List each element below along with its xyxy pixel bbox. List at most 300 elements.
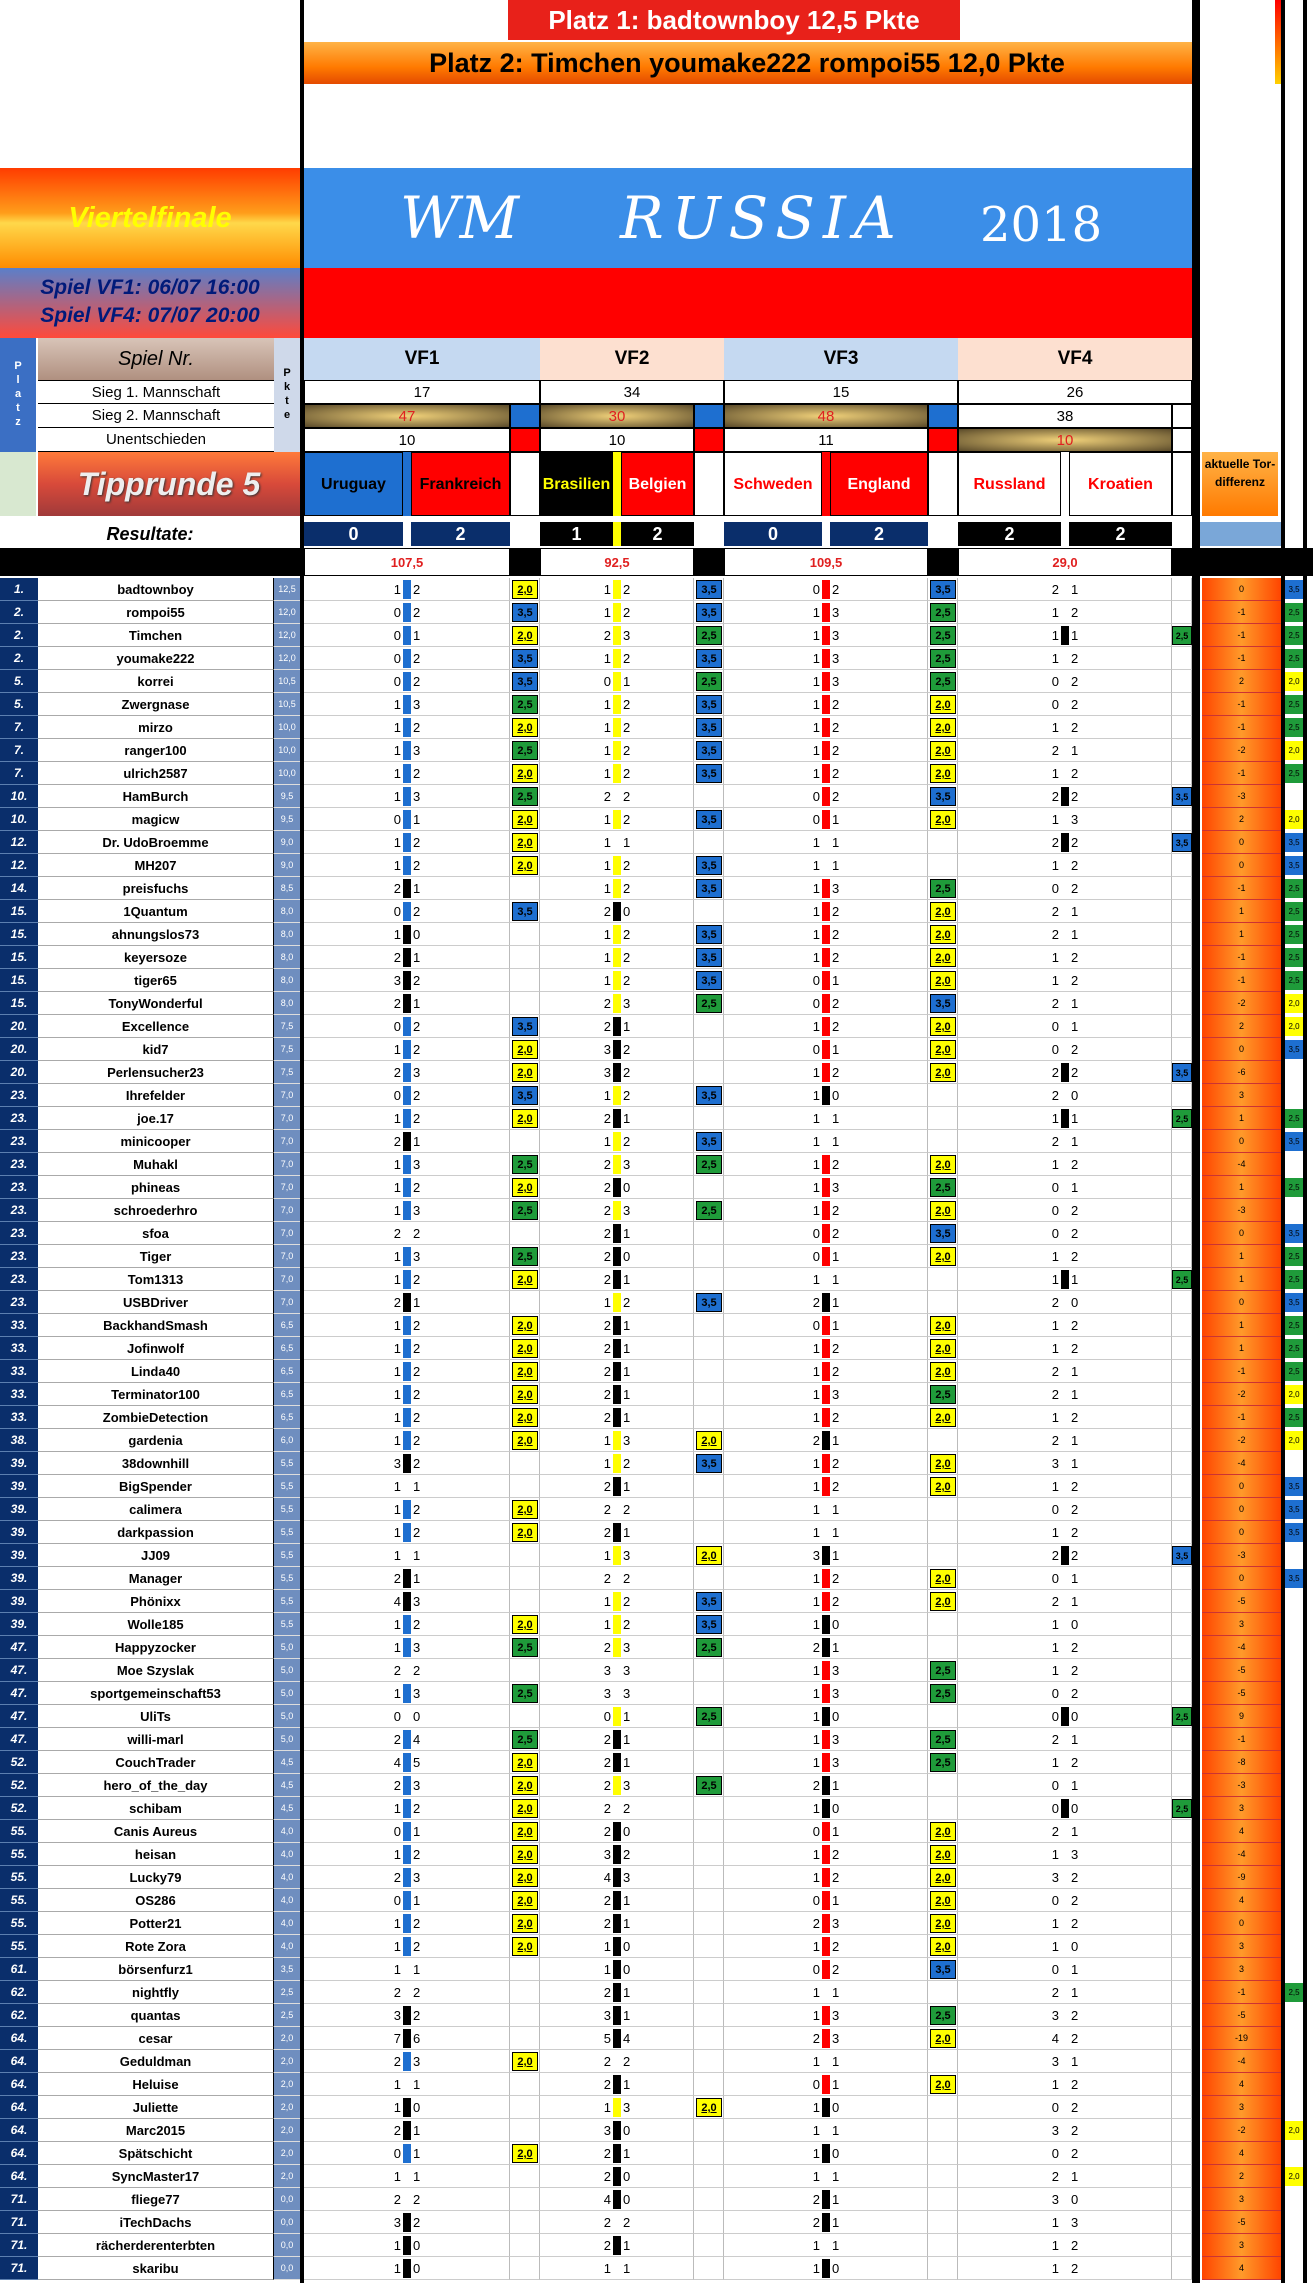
tip-marker: [822, 1937, 830, 1956]
tip-goals-team2: 1: [832, 2054, 840, 2069]
bonus-cell: [510, 2119, 540, 2142]
bonus-points: 3,5: [696, 948, 722, 967]
difference-bonus: 3,5: [1285, 1477, 1303, 1496]
tip-goals-team1: 1: [812, 1732, 820, 1747]
tip-marker: [822, 649, 830, 668]
tip-goals-team2: 1: [832, 2238, 840, 2253]
tip-goals-team2: 2: [832, 1065, 840, 1080]
bonus-points: 2,0: [696, 1546, 722, 1565]
player-points: 4,0: [274, 1935, 300, 1958]
tip-goals-team2: 2: [1071, 2261, 1079, 2276]
tip-goals-team1: 1: [393, 766, 401, 781]
player-row: [0, 1199, 1313, 1222]
bonus-cell: [928, 1981, 958, 2004]
player-rank: 33.: [0, 1337, 38, 1360]
player-rank: 23.: [0, 1291, 38, 1314]
bonus-cell: [1172, 1337, 1192, 1360]
goal-difference: 2: [1202, 2165, 1281, 2188]
goal-difference: -5: [1202, 1682, 1281, 1705]
tip-goals-team1: 1: [812, 743, 820, 758]
player-name: kid7: [38, 1038, 274, 1061]
tip-goals-team1: 2: [603, 1180, 611, 1195]
player-points: 7,0: [274, 1176, 300, 1199]
tip-goals-team1: 3: [603, 2123, 611, 2138]
tip-goals-team1: 0: [1051, 1893, 1059, 1908]
tip-goals-team2: 1: [623, 1893, 631, 1908]
player-row: [0, 1130, 1313, 1153]
player-points: 7,0: [274, 1291, 300, 1314]
tip-marker: [403, 1201, 411, 1220]
tip-goals-team1: 1: [812, 1180, 820, 1195]
bonus-cell: [928, 831, 958, 854]
bonus-points: 2,0: [930, 1017, 956, 1036]
team-bonus-cell: [1172, 452, 1192, 516]
bonus-cell: [928, 854, 958, 877]
tip-goals-team2: 1: [1071, 1180, 1079, 1195]
bonus-cell: [1172, 2211, 1192, 2234]
player-name: Canis Aureus: [38, 1820, 274, 1843]
bonus-cell: [694, 1406, 724, 1429]
tip-goals-team2: 3: [413, 2054, 421, 2069]
bonus-points: 2,5: [512, 1201, 538, 1220]
player-row: [0, 2027, 1313, 2050]
tip-goals-team1: 1: [812, 1801, 820, 1816]
bonus-cell: [694, 785, 724, 808]
result-team2: 2: [411, 522, 510, 546]
player-rank: 71.: [0, 2211, 38, 2234]
tip-marker: [613, 1615, 621, 1634]
tip-marker: [1061, 1776, 1069, 1795]
player-points: 4,5: [274, 1751, 300, 1774]
tip-goals-team1: 2: [812, 1433, 820, 1448]
tip-goals-team2: 2: [1071, 2238, 1079, 2253]
bonus-cell: [694, 2188, 724, 2211]
difference-bonus: 2,5: [1285, 971, 1303, 990]
tip-goals-team2: 3: [832, 605, 840, 620]
tip-goals-team2: 2: [1071, 2146, 1079, 2161]
tip-goals-team2: 2: [1071, 1065, 1079, 1080]
tip-goals-team2: 2: [623, 1801, 631, 1816]
bonus-cell: [510, 1291, 540, 1314]
bonus-cell: [1172, 1406, 1192, 1429]
tip-goals-team2: 2: [1071, 1525, 1079, 1540]
bonus-cell: [510, 2257, 540, 2280]
tip-goals-team1: 1: [812, 766, 820, 781]
player-points: 6,0: [274, 1429, 300, 1452]
tip-goals-team2: 1: [1071, 2169, 1079, 2184]
bonus-points: 2,5: [930, 1753, 956, 1772]
tip-goals-team2: 0: [413, 1709, 421, 1724]
separator-far-right: [1281, 0, 1285, 2283]
tip-marker: [822, 718, 830, 737]
player-points: 4,0: [274, 1820, 300, 1843]
tip-goals-team2: 1: [413, 628, 421, 643]
player-points: 4,0: [274, 1843, 300, 1866]
player-name: youmake222: [38, 647, 274, 670]
bonus-cell: [694, 2142, 724, 2165]
goal-difference: -6: [1202, 1061, 1281, 1084]
player-rank: 2.: [0, 601, 38, 624]
player-name: UliTs: [38, 1705, 274, 1728]
tip-goals-team2: 2: [832, 904, 840, 919]
tip-marker: [403, 2259, 411, 2278]
difference-bonus: 2,0: [1285, 2121, 1303, 2140]
bonus-points: 3,5: [696, 649, 722, 668]
tip-goals-team1: 2: [603, 1157, 611, 1172]
player-rank: 10.: [0, 785, 38, 808]
tip-goals-team1: 1: [812, 2261, 820, 2276]
tip-goals-team2: 3: [413, 697, 421, 712]
goal-difference: 2: [1202, 1015, 1281, 1038]
tip-goals-team1: 1: [603, 1548, 611, 1563]
difference-bonus: 2,5: [1285, 1408, 1303, 1427]
tip-goals-team1: 1: [1051, 628, 1059, 643]
tip-goals-team2: 2: [1071, 2008, 1079, 2023]
team-bonus-cell: [694, 452, 724, 516]
tip-goals-team1: 0: [812, 582, 820, 597]
tip-marker: [613, 1592, 621, 1611]
bonus-points: 2,0: [512, 810, 538, 829]
tip-goals-team1: 1: [812, 1157, 820, 1172]
tip-marker: [822, 1753, 830, 1772]
bonus-points: 2,0: [930, 1914, 956, 1933]
player-name: schibam: [38, 1797, 274, 1820]
tip-goals-team2: 2: [413, 1456, 421, 1471]
tip-goals-team2: 2: [413, 2008, 421, 2023]
tip-goals-team2: 0: [623, 1180, 631, 1195]
tip-goals-team1: 1: [812, 1709, 820, 1724]
tip-goals-team2: 2: [1071, 720, 1079, 735]
tip-goals-team2: 1: [623, 1272, 631, 1287]
bonus-points: 3,5: [696, 925, 722, 944]
tip-marker: [822, 948, 830, 967]
bonus-cell: [510, 1567, 540, 1590]
bonus-points: 2,0: [512, 1063, 538, 1082]
player-rank: 7.: [0, 739, 38, 762]
player-points: 5,0: [274, 1728, 300, 1751]
tip-goals-team1: 1: [1051, 1939, 1059, 1954]
tip-goals-team2: 2: [623, 766, 631, 781]
sieg1-value: 34: [540, 380, 724, 404]
bonus-points: 2,0: [930, 764, 956, 783]
bonus-points: 2,0: [930, 925, 956, 944]
tip-goals-team1: 1: [812, 697, 820, 712]
bonus-points: 3,5: [696, 856, 722, 875]
tip-goals-team2: 2: [413, 1502, 421, 1517]
tip-goals-team2: 2: [832, 766, 840, 781]
tip-marker: [613, 971, 621, 990]
goal-difference: -1: [1202, 1360, 1281, 1383]
player-name: calimera: [38, 1498, 274, 1521]
tip-goals-team1: 2: [1051, 743, 1059, 758]
goal-difference: 1: [1202, 1107, 1281, 1130]
player-name: sportgemeinschaft53: [38, 1682, 274, 1705]
tip-marker: [822, 2236, 830, 2255]
tip-goals-team2: 2: [623, 2054, 631, 2069]
tip-goals-team2: 2: [1071, 605, 1079, 620]
tip-goals-team1: 1: [603, 2100, 611, 2115]
tip-goals-team1: 2: [603, 1755, 611, 1770]
tip-goals-team1: 1: [812, 1594, 820, 1609]
tip-goals-team1: 1: [812, 2123, 820, 2138]
tip-goals-team2: 1: [832, 1249, 840, 1264]
tip-marker: [403, 833, 411, 852]
tip-marker: [1061, 2236, 1069, 2255]
tip-marker: [403, 603, 411, 622]
player-points: 7,0: [274, 1153, 300, 1176]
bonus-cell: [694, 1038, 724, 1061]
tip-goals-team2: 1: [1071, 2054, 1079, 2069]
goal-difference: -1: [1202, 877, 1281, 900]
bonus-cell: [1172, 1222, 1192, 1245]
goal-difference: 0: [1202, 1567, 1281, 1590]
tip-marker: [403, 1063, 411, 1082]
player-points: 2,0: [274, 2119, 300, 2142]
tip-marker: [613, 833, 621, 852]
tip-goals-team1: 1: [603, 858, 611, 873]
tip-goals-team2: 0: [623, 2123, 631, 2138]
bonus-points: 2,0: [512, 2144, 538, 2163]
bonus-points: 2,0: [696, 2098, 722, 2117]
player-rank: 64.: [0, 2073, 38, 2096]
tip-goals-team1: 3: [1051, 2008, 1059, 2023]
tip-marker: [1061, 741, 1069, 760]
tip-marker: [1061, 1178, 1069, 1197]
tip-marker: [1061, 1730, 1069, 1749]
tip-marker: [613, 2144, 621, 2163]
tip-goals-team2: 2: [413, 1272, 421, 1287]
player-row: [0, 1314, 1313, 1337]
tip-marker: [822, 1822, 830, 1841]
tip-marker: [822, 1546, 830, 1565]
tip-marker: [1061, 695, 1069, 714]
tip-goals-team1: 1: [812, 1479, 820, 1494]
player-name: BackhandSmash: [38, 1314, 274, 1337]
tip-goals-team2: 2: [413, 835, 421, 850]
tip-goals-team2: 3: [413, 1157, 421, 1172]
tip-goals-team2: 2: [832, 1479, 840, 1494]
tip-goals-team1: 1: [603, 1456, 611, 1471]
bonus-points: 3,5: [696, 1132, 722, 1151]
bonus-cell: [694, 1866, 724, 1889]
tip-goals-team1: 1: [1051, 766, 1059, 781]
difference-bonus: 3,5: [1285, 1523, 1303, 1542]
tip-marker: [403, 695, 411, 714]
tip-goals-team2: 1: [832, 1778, 840, 1793]
player-rank: 39.: [0, 1498, 38, 1521]
tip-goals-team1: 1: [812, 2146, 820, 2161]
team2-frankreich: Frankreich: [411, 452, 510, 516]
tip-marker: [403, 994, 411, 1013]
tip-marker: [613, 2190, 621, 2209]
tip-goals-team1: 1: [812, 1387, 820, 1402]
tip-goals-team1: 1: [603, 1962, 611, 1977]
player-points: 4,0: [274, 1889, 300, 1912]
difference-bonus: 2,5: [1285, 879, 1303, 898]
bonus-points: 2,5: [930, 1385, 956, 1404]
tip-goals-team1: 3: [603, 1847, 611, 1862]
tip-marker: [1061, 1362, 1069, 1381]
tip-goals-team2: 2: [832, 1939, 840, 1954]
tip-goals-team2: 2: [623, 1042, 631, 1057]
game-id-VF1: VF1: [304, 338, 540, 380]
tip-goals-team2: 2: [623, 1594, 631, 1609]
tip-marker: [822, 1592, 830, 1611]
player-points: 4,5: [274, 1774, 300, 1797]
tip-goals-team2: 2: [413, 1985, 421, 2000]
tip-marker: [613, 810, 621, 829]
tip-goals-team2: 2: [413, 766, 421, 781]
player-points: 5,5: [274, 1498, 300, 1521]
tip-marker: [822, 879, 830, 898]
bonus-cell: [1172, 1383, 1192, 1406]
tip-marker: [403, 1270, 411, 1289]
bonus-cell: [1172, 2050, 1192, 2073]
player-name: OS286: [38, 1889, 274, 1912]
unent-value: 10: [958, 428, 1172, 452]
bonus-cell: [510, 1452, 540, 1475]
tip-marker: [613, 1500, 621, 1519]
bonus-cell: [694, 1912, 724, 1935]
player-rank: 52.: [0, 1774, 38, 1797]
tip-goals-team2: 2: [1071, 950, 1079, 965]
player-name: Muhakl: [38, 1153, 274, 1176]
tip-marker: [613, 1385, 621, 1404]
tip-goals-team2: 1: [832, 1824, 840, 1839]
tip-goals-team1: 2: [1051, 996, 1059, 1011]
player-name: gardenia: [38, 1429, 274, 1452]
bonus-cell: [510, 2188, 540, 2211]
tip-marker: [1061, 2259, 1069, 2278]
bonus-cell: [928, 1705, 958, 1728]
player-row: [0, 647, 1313, 670]
tip-goals-team1: 3: [393, 2215, 401, 2230]
player-points: 7,5: [274, 1038, 300, 1061]
spiel-info-1: Spiel VF1: 06/07 16:00: [40, 276, 260, 299]
tip-goals-team1: 3: [812, 1548, 820, 1563]
player-rank: 47.: [0, 1705, 38, 1728]
bonus-cell: [928, 2257, 958, 2280]
player-row: [0, 2188, 1313, 2211]
tip-goals-team1: 2: [393, 2054, 401, 2069]
player-row: [0, 1475, 1313, 1498]
tip-goals-team1: 1: [1051, 950, 1059, 965]
tip-goals-team2: 0: [623, 1962, 631, 1977]
goal-difference: 0: [1202, 831, 1281, 854]
tip-goals-team1: 1: [812, 1663, 820, 1678]
bonus-cell: [1172, 900, 1192, 923]
goal-difference: -1: [1202, 716, 1281, 739]
difference-bonus: 3,5: [1285, 1293, 1303, 1312]
player-name: JJ09: [38, 1544, 274, 1567]
tip-goals-team2: 1: [623, 1916, 631, 1931]
tip-goals-team2: 2: [1071, 835, 1079, 850]
goal-difference: 3: [1202, 2234, 1281, 2257]
player-points: 5,5: [274, 1567, 300, 1590]
tip-marker: [403, 1638, 411, 1657]
bonus-cell: [694, 900, 724, 923]
bonus-points: 2,0: [512, 1615, 538, 1634]
tip-goals-team1: 1: [393, 1364, 401, 1379]
player-name: HamBurch: [38, 785, 274, 808]
tip-goals-team1: 0: [393, 1709, 401, 1724]
tip-goals-team1: 0: [393, 674, 401, 689]
tip-goals-team1: 1: [812, 1456, 820, 1471]
tip-goals-team1: 1: [393, 1433, 401, 1448]
tip-goals-team2: 1: [623, 2261, 631, 2276]
tip-marker: [613, 1546, 621, 1565]
bonus-cell: [510, 1544, 540, 1567]
tip-marker: [822, 764, 830, 783]
player-name: skaribu: [38, 2257, 274, 2280]
tip-goals-team2: 1: [1071, 927, 1079, 942]
bonus-points: 2,0: [930, 1362, 956, 1381]
tip-marker: [613, 1109, 621, 1128]
tip-marker: [1061, 764, 1069, 783]
tip-goals-team1: 1: [812, 1755, 820, 1770]
tip-goals-team1: 3: [1051, 1870, 1059, 1885]
tip-goals-team1: 0: [393, 1019, 401, 1034]
tip-goals-team2: 0: [413, 927, 421, 942]
goal-difference: -1: [1202, 969, 1281, 992]
tip-goals-team1: 1: [1051, 2261, 1059, 2276]
tip-goals-team1: 1: [1051, 651, 1059, 666]
player-points: 5,5: [274, 1613, 300, 1636]
tip-marker: [1061, 1753, 1069, 1772]
goal-difference: -5: [1202, 2211, 1281, 2234]
goal-difference: -2: [1202, 2119, 1281, 2142]
tip-marker: [1061, 2052, 1069, 2071]
result-divider: [613, 522, 621, 546]
player-name: Ihrefelder: [38, 1084, 274, 1107]
tip-goals-team1: 2: [393, 1663, 401, 1678]
player-row: [0, 624, 1313, 647]
tip-marker: [613, 1799, 621, 1818]
tip-goals-team1: 1: [603, 1617, 611, 1632]
tip-goals-team2: 2: [1071, 1479, 1079, 1494]
tip-marker: [403, 1339, 411, 1358]
difference-bonus: 3,5: [1285, 1040, 1303, 1059]
tip-goals-team1: 1: [393, 1318, 401, 1333]
player-points: 12,5: [274, 578, 300, 601]
tip-marker: [403, 1569, 411, 1588]
player-row: [0, 1958, 1313, 1981]
player-rank: 33.: [0, 1383, 38, 1406]
player-row: [0, 1544, 1313, 1567]
player-row: [0, 2004, 1313, 2027]
difference-bonus: 2,5: [1285, 1316, 1303, 1335]
tip-marker: [822, 1477, 830, 1496]
tip-goals-team1: 2: [1051, 904, 1059, 919]
tip-goals-team2: 1: [832, 2192, 840, 2207]
bonus-points: 2,0: [512, 2052, 538, 2071]
bonus-cell: [694, 1268, 724, 1291]
tip-goals-team2: 3: [832, 1663, 840, 1678]
tip-goals-team1: 1: [393, 2169, 401, 2184]
sieg2-value: 38: [958, 404, 1172, 428]
sieg2-value: 47: [304, 404, 510, 428]
tip-marker: [613, 1201, 621, 1220]
tip-goals-team1: 2: [1051, 1548, 1059, 1563]
tip-marker: [822, 1615, 830, 1634]
tip-marker: [613, 856, 621, 875]
tip-goals-team2: 3: [623, 1870, 631, 1885]
tip-goals-team1: 2: [1051, 1387, 1059, 1402]
tip-goals-team2: 2: [832, 789, 840, 804]
tip-goals-team1: 3: [1051, 2123, 1059, 2138]
player-row: [0, 1659, 1313, 1682]
bonus-cell: [1172, 2142, 1192, 2165]
